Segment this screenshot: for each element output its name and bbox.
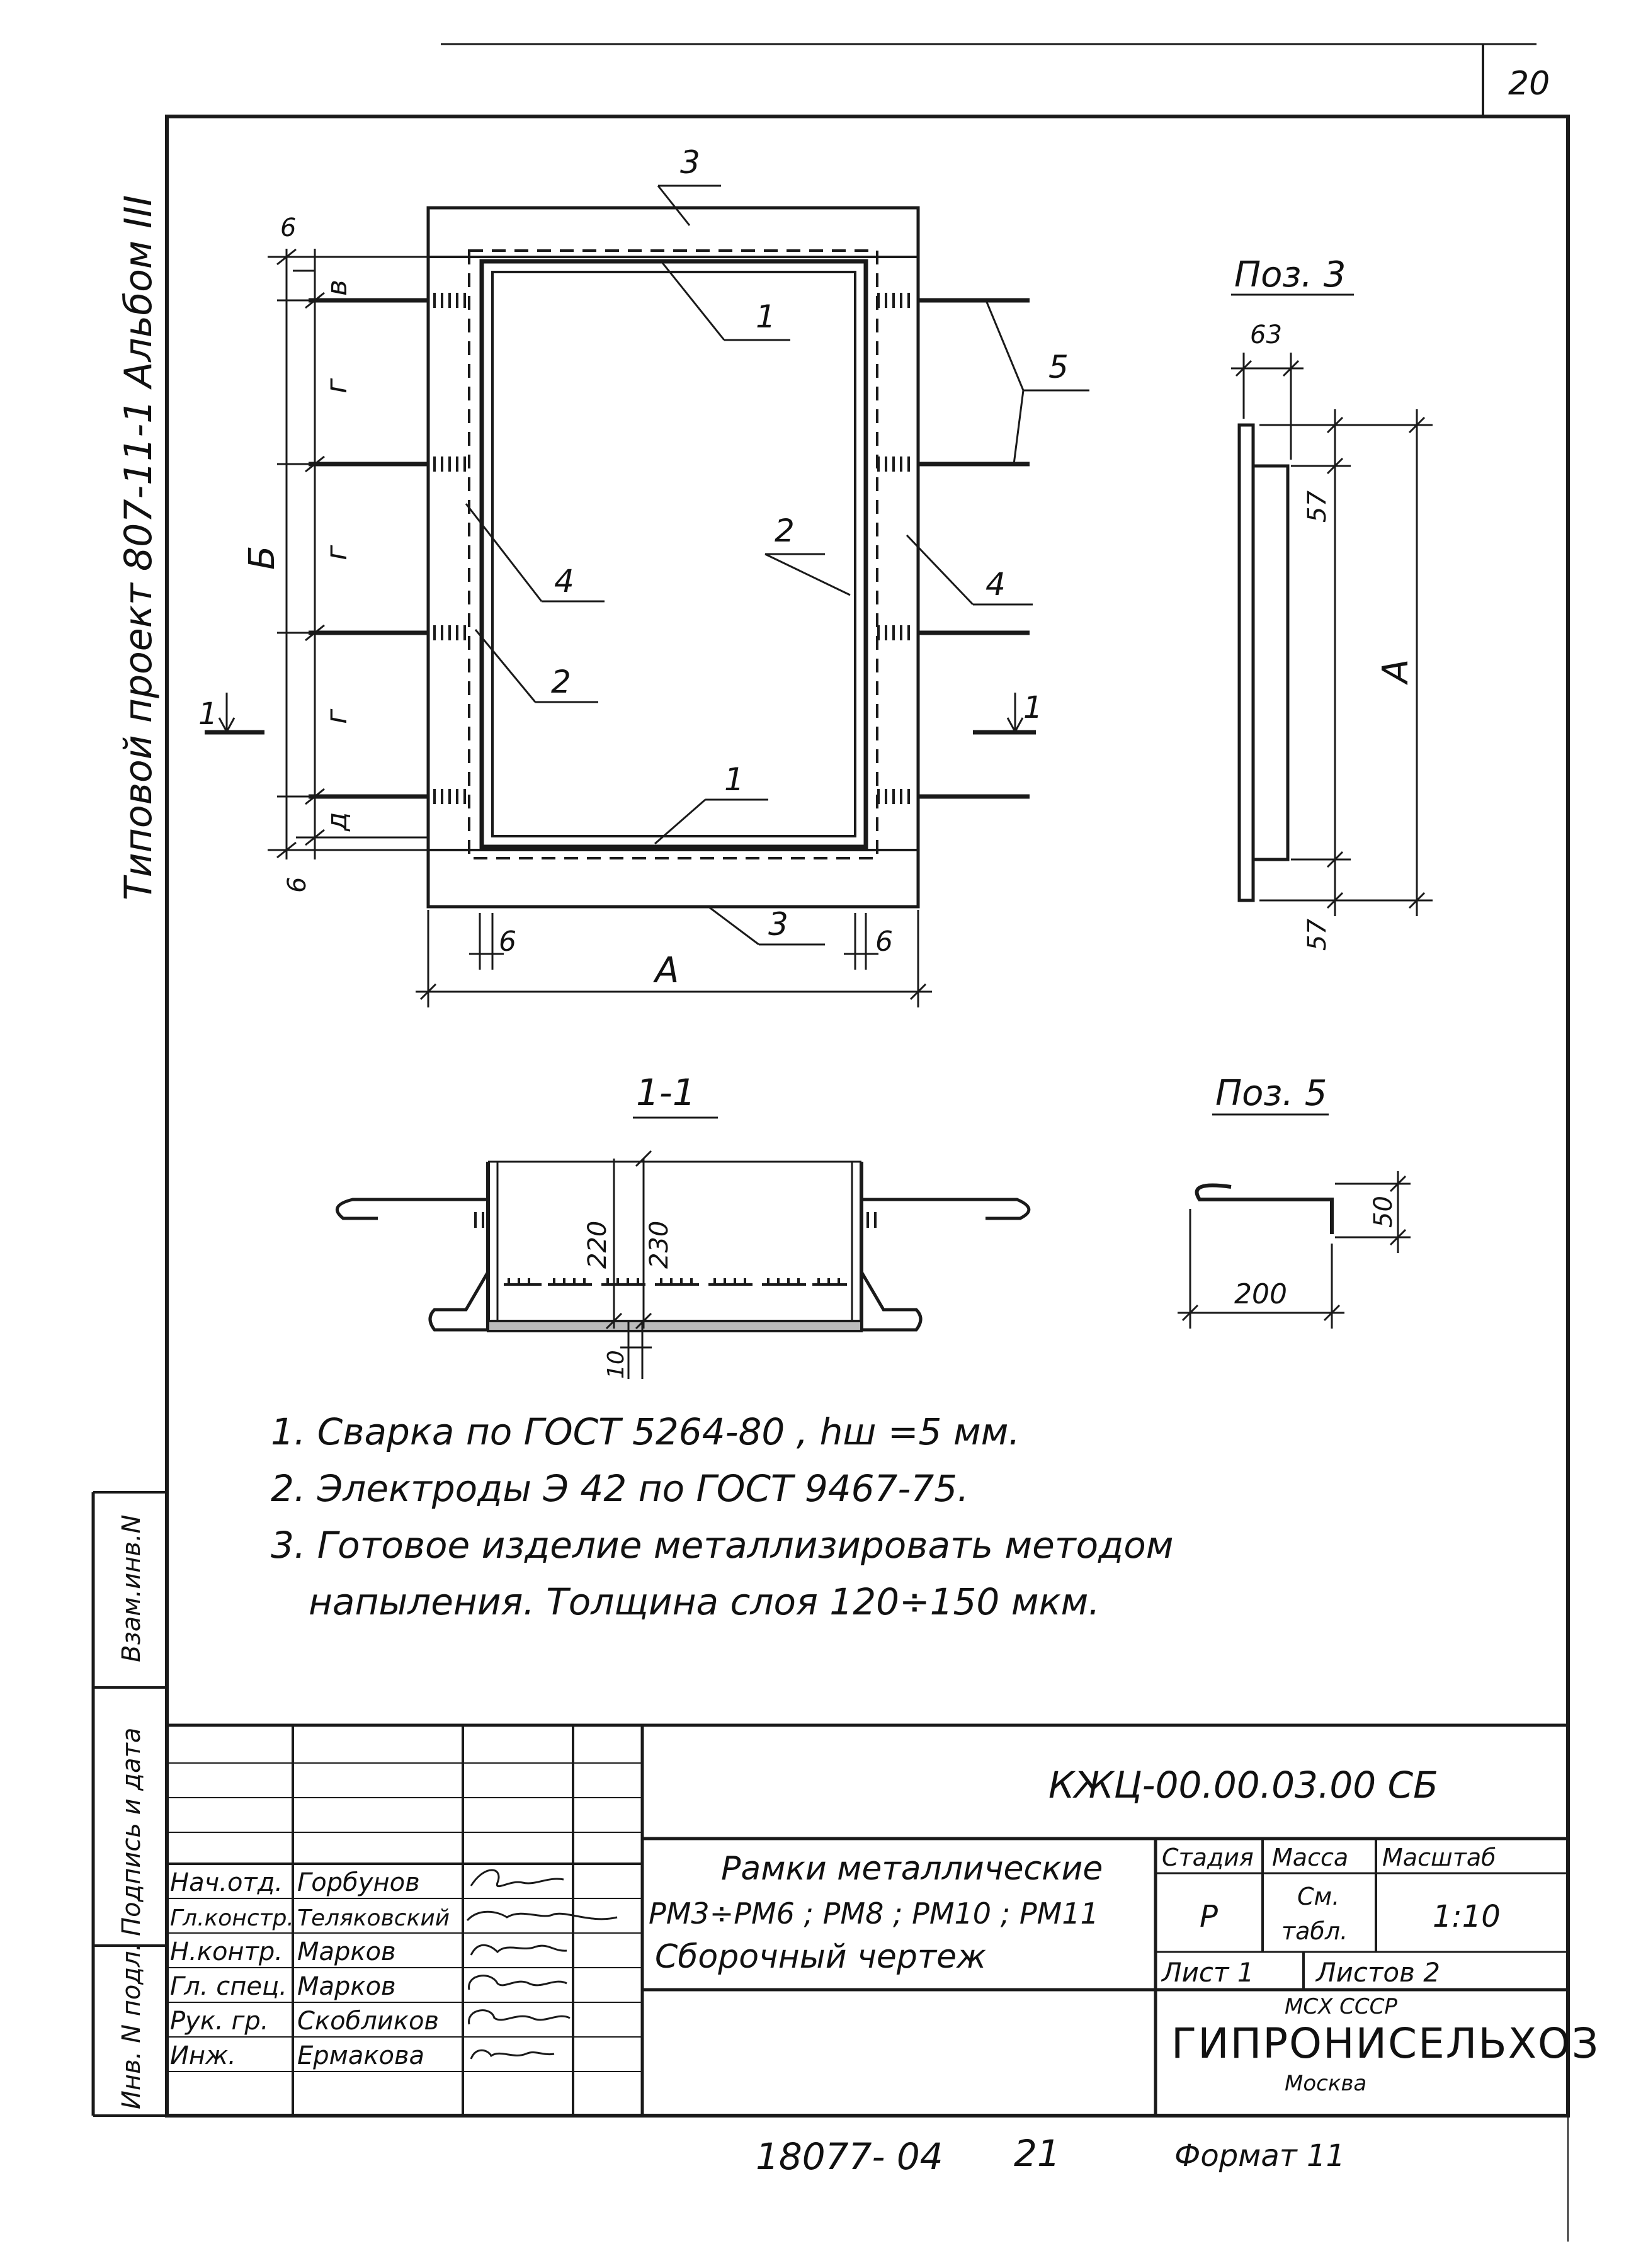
plan-pos-3-top: 3: [680, 144, 700, 181]
role-name: Ермакова: [297, 2041, 425, 2070]
plan-pos-2-left: 2: [551, 664, 571, 700]
plan-dim-g3: г: [319, 708, 353, 724]
role-name: Скобликов: [297, 2007, 439, 2036]
doc-code: КЖЦ-00.00.03.00 СБ: [1048, 1764, 1438, 1806]
role-label: Гл. спец.: [170, 1972, 287, 2001]
plan-pos-5: 5: [1048, 349, 1069, 385]
role-label: Нач.отд.: [170, 1868, 283, 1897]
plan-dim-v-top: в: [321, 280, 353, 296]
strip-exchange-label: Взам.инв.N: [117, 1514, 146, 1662]
archive-number: 18077- 04: [756, 2135, 943, 2178]
title-line2: РМ3÷РМ6 ; РМ8 ; РМ10 ; РМ11: [649, 1897, 1099, 1931]
role-label: Гл.констр.: [170, 1905, 294, 1931]
plan-dim-g2: г: [319, 545, 353, 560]
detail-pos3-title: Поз. 3: [1234, 254, 1346, 295]
role-name: Марков: [297, 1937, 396, 1966]
detail-pos3-dim-a: А: [1375, 659, 1416, 683]
signature-4: [469, 1976, 567, 1990]
title-line1: Рамки металлические: [721, 1850, 1103, 1888]
note-3-continued: напыления. Толщина слоя 120÷150 мкм.: [309, 1580, 1100, 1623]
format-label: Формат 11: [1174, 2138, 1346, 2174]
stage-value: Р: [1200, 1899, 1218, 1934]
plan-dim-d: д: [321, 812, 353, 831]
note-3: 3. Готовое изделие металлизировать методом: [271, 1524, 1174, 1567]
sheets-label: Листов 2: [1316, 1957, 1440, 1988]
signature-2: [467, 1912, 617, 1920]
section-mark-right: 1: [1023, 690, 1043, 725]
strip-sign-date-label: Подпись и дата: [117, 1727, 146, 1936]
section-dim-220: 220: [583, 1220, 612, 1269]
detail-pos3-dim-57-top: 57: [1303, 490, 1332, 523]
mass-header: Масса: [1272, 1844, 1349, 1871]
detail-pos3-dim-63: 63: [1250, 320, 1282, 349]
role-name: Горбунов: [297, 1868, 420, 1897]
signature-3: [471, 1945, 567, 1955]
side-stamp: Типовой проект 807-11-1 Альбом III: [116, 195, 161, 900]
section-dim-10: 10: [603, 1350, 629, 1379]
sheet-label: Лист 1: [1162, 1957, 1254, 1988]
detail-pos3-dim-57-bottom: 57: [1303, 919, 1332, 951]
mass-value-line1: См.: [1297, 1883, 1340, 1910]
archive-page: 21: [1014, 2132, 1060, 2175]
plan-dim-6-top: 6: [280, 213, 297, 242]
plan-dim-b: Б: [242, 545, 283, 570]
role-name: Теляковский: [297, 1905, 450, 1931]
detail-pos5-dim-50: 50: [1369, 1196, 1398, 1228]
signature-5: [469, 2010, 570, 2024]
plan-dim-6-right: 6: [875, 926, 893, 958]
plan-pos-2-right: 2: [775, 513, 795, 549]
plan-pos-3-bottom: 3: [768, 906, 788, 943]
plan-dim-a: А: [655, 950, 679, 991]
stage-header: Стадия: [1162, 1844, 1254, 1871]
org-top: МСХ СССР: [1285, 1994, 1397, 2019]
scale-value: 1:10: [1433, 1899, 1501, 1934]
scale-header: Масштаб: [1382, 1844, 1496, 1871]
role-label: Рук. гр.: [170, 2007, 269, 2036]
plan-view: [205, 186, 1089, 1007]
sheet-number: 20: [1508, 65, 1550, 103]
section-1-1: [337, 1118, 1028, 1379]
plan-pos-4-right: 4: [986, 566, 1006, 603]
plan-pos-1-top: 1: [756, 298, 776, 335]
strip-inv-no-label: Инв. N подл.: [117, 1942, 146, 2109]
detail-pos3: [1231, 295, 1433, 916]
section-1-1-title: 1-1: [636, 1071, 696, 1114]
note-2: 2. Электроды Э 42 по ГОСТ 9467-75.: [271, 1467, 969, 1510]
mass-value-line2: табл.: [1281, 1917, 1348, 1945]
plan-pos-1-bottom: 1: [724, 761, 744, 798]
plan-dim-6-bottom-left: 6: [283, 876, 312, 893]
plan-pos-4-left: 4: [554, 563, 574, 599]
plan-dim-6-left: 6: [499, 926, 516, 958]
signature-1: [471, 1870, 564, 1886]
plan-dim-g1: г: [319, 378, 353, 394]
section-mark-left: 1: [198, 696, 218, 732]
role-label: Н.контр.: [170, 1937, 283, 1966]
detail-pos5-dim-200: 200: [1234, 1278, 1287, 1310]
note-1: 1. Сварка по ГОСТ 5264-80 , hш =5 мм.: [271, 1410, 1020, 1453]
org-name: ГИПРОНИСЕЛЬХОЗ: [1171, 2019, 1600, 2068]
role-label: Инж.: [170, 2041, 236, 2070]
section-dim-230: 230: [645, 1220, 674, 1269]
org-city: Москва: [1285, 2071, 1367, 2096]
title-line3: Сборочный чертеж: [655, 1938, 986, 1976]
signature-6: [471, 2050, 554, 2059]
role-name: Марков: [297, 1972, 396, 2001]
detail-pos5-title: Поз. 5: [1215, 1073, 1327, 1114]
